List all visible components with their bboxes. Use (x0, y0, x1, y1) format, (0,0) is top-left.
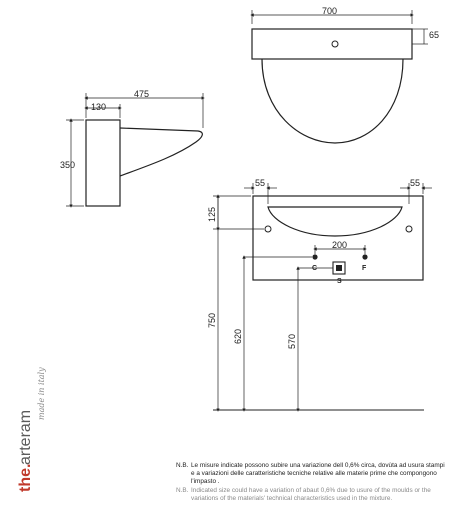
dim-200-label: 200 (332, 240, 348, 250)
hot-label: F (362, 265, 367, 272)
side-view-wall-block (86, 120, 120, 206)
note-italian-line-1 (176, 462, 466, 470)
note-english-line-2 (176, 495, 466, 503)
dim-700-label: 700 (322, 6, 338, 16)
note-italian-line-3 (176, 478, 466, 486)
notes-block (176, 462, 466, 503)
dim-55-left-label: 55 (255, 178, 266, 188)
dim-750-label: 750 (207, 312, 217, 328)
tap-connections (312, 254, 367, 274)
dim-125-label: 125 (207, 206, 217, 222)
fixing-hole-right (406, 226, 412, 232)
note-italian-tag: N.B. (176, 462, 189, 469)
dim-65-label: 65 (429, 30, 440, 40)
dim-130-label: 130 (91, 102, 107, 112)
front-view-basin (268, 207, 402, 236)
dim-65 (412, 29, 428, 44)
brand-name-bold: the. (17, 463, 34, 492)
brand-name-light: arteram (17, 409, 34, 465)
cold-label: C (312, 265, 318, 272)
fixing-hole-left (265, 226, 271, 232)
side-view-basin-profile (120, 128, 202, 176)
note-english-text-1: Indicated size could have a variation of abaut 0,6% due to usure of the moulds or the (191, 486, 431, 494)
dim-350-label: 350 (60, 160, 76, 170)
note-italian-line-2 (176, 470, 466, 478)
note-italian-text-1: Le misure indicate possono subire una variazione dell 0,6% circa, dovùta ad usura stampi (191, 462, 445, 469)
brand-tagline (37, 367, 46, 420)
side-view (86, 120, 202, 206)
cold-connection (312, 254, 317, 259)
dim-475-label: 475 (134, 89, 150, 99)
note-english-text-2: variations of the materials' technical characteristics used in the mixture. (191, 494, 393, 502)
dim-570 (298, 268, 333, 410)
drain-label: S (337, 278, 342, 285)
note-english-line-1 (176, 487, 466, 495)
dim-620-label: 620 (233, 328, 243, 344)
tap-hole (332, 41, 338, 47)
note-english-tag: N.B. (176, 486, 189, 494)
drain-outlet-inner (336, 265, 342, 271)
dim-125 (213, 196, 264, 229)
basin-outline (262, 59, 403, 143)
brand-logo (17, 410, 34, 492)
dim-570-label: 570 (287, 333, 297, 349)
note-italian-text-3: l'impasto . (191, 478, 220, 486)
note-italian-text-2: e a variazioni delle caratteristiche tecniche relative alle materie prime che compongono (191, 470, 437, 478)
dim-55-right-label: 55 (410, 178, 421, 188)
hot-connection (362, 254, 367, 259)
top-view (252, 29, 412, 143)
brand-tagline-text: made in italy (37, 367, 46, 420)
